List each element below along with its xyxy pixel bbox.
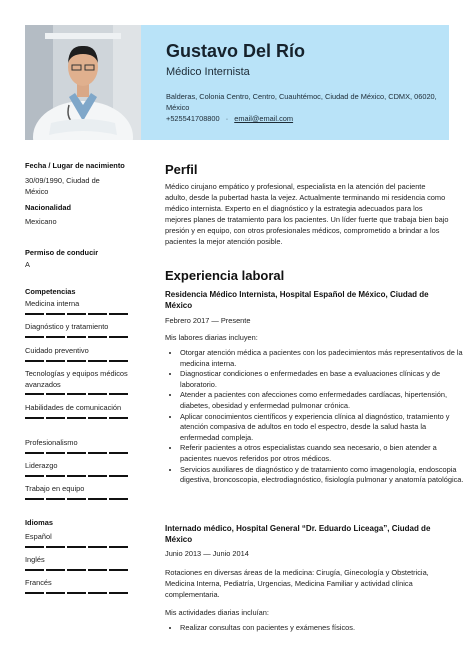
job-title: Internado médico, Hospital General “Dr. Eduardo Liceaga”, Ciudad de México [165, 524, 431, 544]
skill-name: Profesionalismo [25, 438, 78, 447]
skill-name: Liderazgo [25, 461, 58, 470]
skill-item [25, 369, 129, 395]
job-title: Residencia Médico Internista, Hospital Español de México, Ciudad de México [165, 290, 429, 310]
skill-name: Habilidades de comunicación [25, 403, 122, 412]
language-level-bar [25, 546, 129, 548]
license-value: A [25, 260, 30, 269]
language-name: Inglés [25, 555, 45, 564]
skill-item [25, 438, 129, 454]
profile-text: Médico cirujano empático y profesional, especialista en la atención del paciente adulto, desde la pubertad hasta la vejez. Actualmente terminando mi residencia como médico internista. Experto en el diagnóstico y la estrategia adecuados para los mejores planes de tratamiento para los pacientes. Un líder fuerte que trabaja bien bajo presión y en equipo, con otros profesionales médicos, comprometido a brindar a los pacientes la mejor atención posible. [165, 182, 449, 246]
language-item [25, 532, 129, 548]
skill-name: Medicina interna [25, 299, 80, 308]
list-item: • Diagnosticar condiciones o enfermedades en base a evaluaciones clínicas y de laboratorio. [180, 369, 464, 390]
list-item: • Servicios auxiliares de diagnóstico y de tratamiento como imagenología, endoscopia digestiva, broncoscopia, electrodiagnóstico, fisiología pulmonar y anatomía patológica. [180, 465, 464, 486]
skill-level-bar [25, 313, 129, 315]
language-name: Francés [25, 578, 52, 587]
header-banner [141, 25, 449, 140]
skill-level-bar [25, 498, 129, 500]
skill-level-bar [25, 417, 129, 419]
address: Balderas, Colonia Centro, Centro, Cuauhtémoc, Ciudad de México, CDMX, 06020, México [166, 92, 437, 112]
skill-level-bar [25, 393, 129, 395]
person-name: Gustavo Del Río [166, 41, 306, 61]
email-link[interactable]: email@email.com [234, 114, 294, 123]
skill-name: Cuidado preventivo [25, 346, 89, 355]
list-item: • Realizar consultas con pacientes y exámenes físicos. [180, 623, 464, 634]
skill-item [25, 403, 129, 419]
languages-label: Idiomas [25, 518, 53, 527]
skill-level-bar [25, 475, 129, 477]
job-role: Médico Internista [166, 66, 250, 78]
skill-level-bar [25, 360, 129, 362]
contact-line [166, 114, 293, 123]
skill-item [25, 299, 129, 315]
skill-name: Diagnóstico y tratamiento [25, 322, 109, 331]
skill-item [25, 346, 129, 362]
job-description: Rotaciones en diversas áreas de la medicina: Cirugía, Ginecología y Obstetricia, Medicina Interna, Pediatría, Urgencias, Medicina Familiar y actividad clínica complementaria. [165, 568, 429, 599]
nationality-value: Mexicano [25, 217, 57, 226]
list-item: • Aplicar conocimientos científicos y experiencia clínica al diagnóstico, tratamiento y atención compasiva de adultos en todo el espectro, desde la salud hasta la enfermedad compleja. [180, 412, 464, 444]
list-item: • Atender a pacientes con afecciones como enfermedades cardíacas, hipertensión, diabetes, obesidad y enfermedad pulmonar crónica. [180, 390, 464, 411]
license-label: Permiso de conducir [25, 248, 99, 257]
profile-heading: Perfil [165, 162, 198, 177]
contact-separator: · [225, 114, 229, 123]
job-dates: Febrero 2017 — Presente [165, 316, 251, 325]
language-level-bar [25, 569, 129, 571]
skill-name: Trabajo en equipo [25, 484, 85, 493]
language-name: Español [25, 532, 52, 541]
skills-label: Competencias [25, 287, 76, 296]
skill-item [25, 461, 129, 477]
job-intro: Mis actividades diarias incluían: [165, 608, 269, 617]
skill-level-bar [25, 452, 129, 454]
doctor-portrait-image [25, 25, 141, 140]
phone-number: +525541708800 [166, 114, 220, 123]
list-item: • Otorgar atención médica a pacientes con los padecimientos más representativos de la medicina interna. [180, 348, 464, 369]
experience-heading: Experiencia laboral [165, 268, 285, 283]
job-duties-list [165, 348, 464, 486]
profile-photo [25, 25, 141, 140]
birth-label: Fecha / Lugar de nacimiento [25, 161, 125, 170]
skill-item [25, 484, 129, 500]
language-item [25, 555, 129, 571]
job-dates: Junio 2013 — Junio 2014 [165, 549, 249, 558]
skill-level-bar [25, 336, 129, 338]
language-level-bar [25, 592, 129, 594]
job-duties-list [165, 623, 464, 634]
birth-value: 30/09/1990, Ciudad de México [25, 176, 100, 196]
skill-name: Tecnologías y equipos médicos avanzados [25, 369, 128, 389]
language-item [25, 578, 129, 594]
nationality-label: Nacionalidad [25, 203, 71, 212]
skill-item [25, 322, 129, 338]
job-intro: Mis labores diarias incluyen: [165, 333, 258, 342]
list-item: • Referir pacientes a otros especialistas cuando sea necesario, o bien atender a pacientes nuevos referidos por otros médicos. [180, 443, 464, 464]
